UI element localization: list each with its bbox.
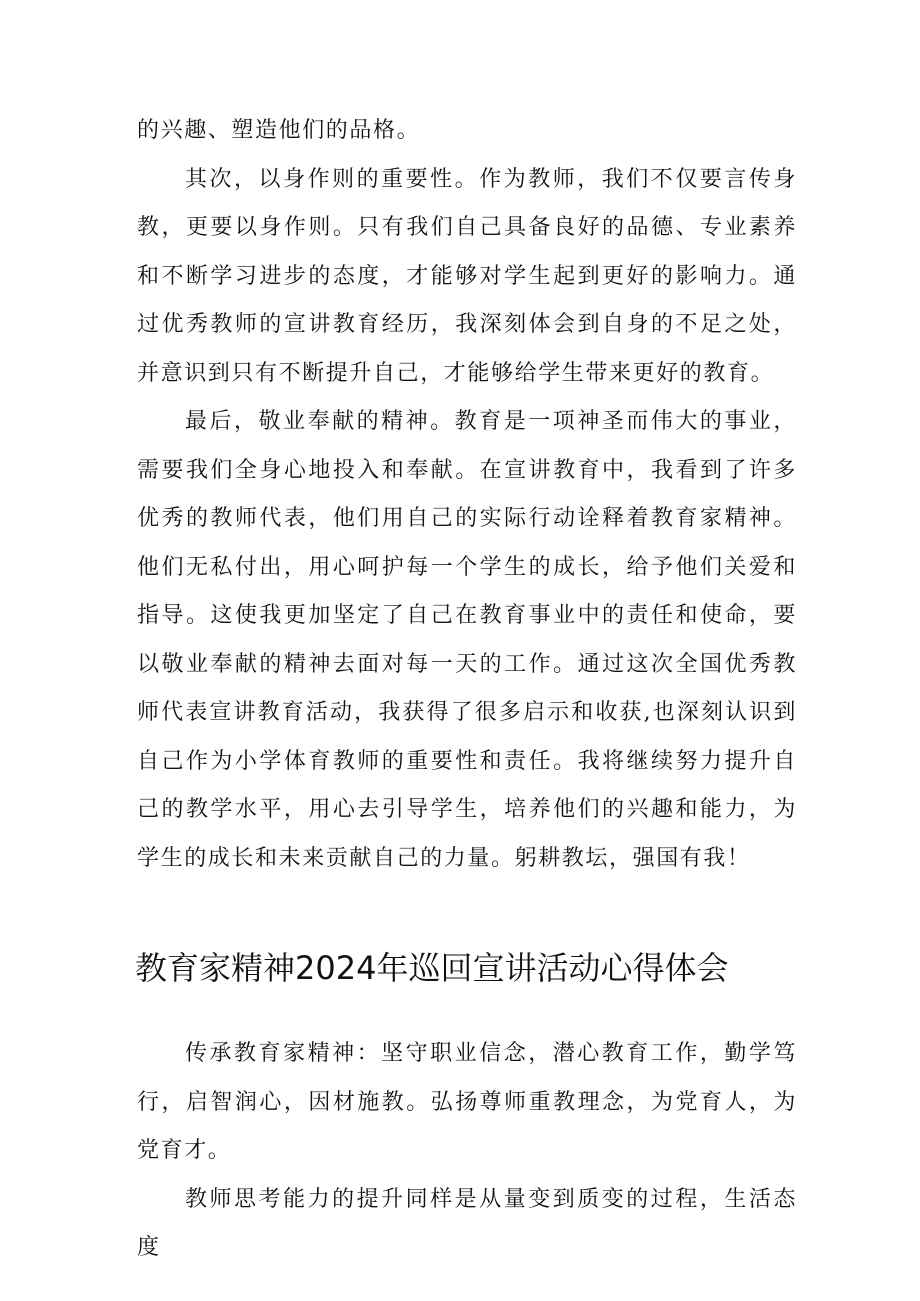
- paragraph: 教师思考能力的提升同样是从量变到质变的过程，生活态度: [137, 1186, 797, 1260]
- body-text-top: [137, 107, 797, 883]
- paragraph: 最后，敬业奉献的精神。教育是一项神圣而伟大的事业，需要我们全身心地投入和奉献。在宣讲教育中，我看到了许多优秀的教师代表，他们用自己的实际行动诠释着教育家精神。他们无私付出，用心呵护每一个学生的成长，给予他们关爱和指导。这使我更加坚定了自己在教育事业中的责任和使命，要以敬业奉献的精神去面对每一天的工作。通过这次全国优秀教师代表宣讲教育活动，我获得了很多启示和收获,也深刻认识到自己作为小学体育教师的重要性和责任。我将继续努力提升自己的教学水平，用心去引导学生，培养他们的兴趣和能力，为学生的成长和未来贡献自己的力量。躬耕教坛，强国有我！: [137, 409, 797, 871]
- section-heading: 教育家精神2024年巡回宣讲活动心得体会: [135, 949, 729, 987]
- paragraph: 传承教育家精神：坚守职业信念，潜心教育工作，勤学笃行，启智润心，因材施教。弘扬尊师重教理念，为党育人，为党育才。: [137, 1041, 797, 1163]
- body-text-bottom: [137, 1030, 797, 1273]
- paragraph: 其次，以身作则的重要性。作为教师，我们不仅要言传身教，更要以身作则。只有我们自己具备良好的品德、专业素养和不断学习进步的态度，才能够对学生起到更好的影响力。通过优秀教师的宣讲教育经历，我深刻体会到自身的不足之处，并意识到只有不断提升自己，才能够给学生带来更好的教育。: [137, 166, 797, 386]
- paragraph: 的兴趣、塑造他们的品格。: [137, 118, 421, 143]
